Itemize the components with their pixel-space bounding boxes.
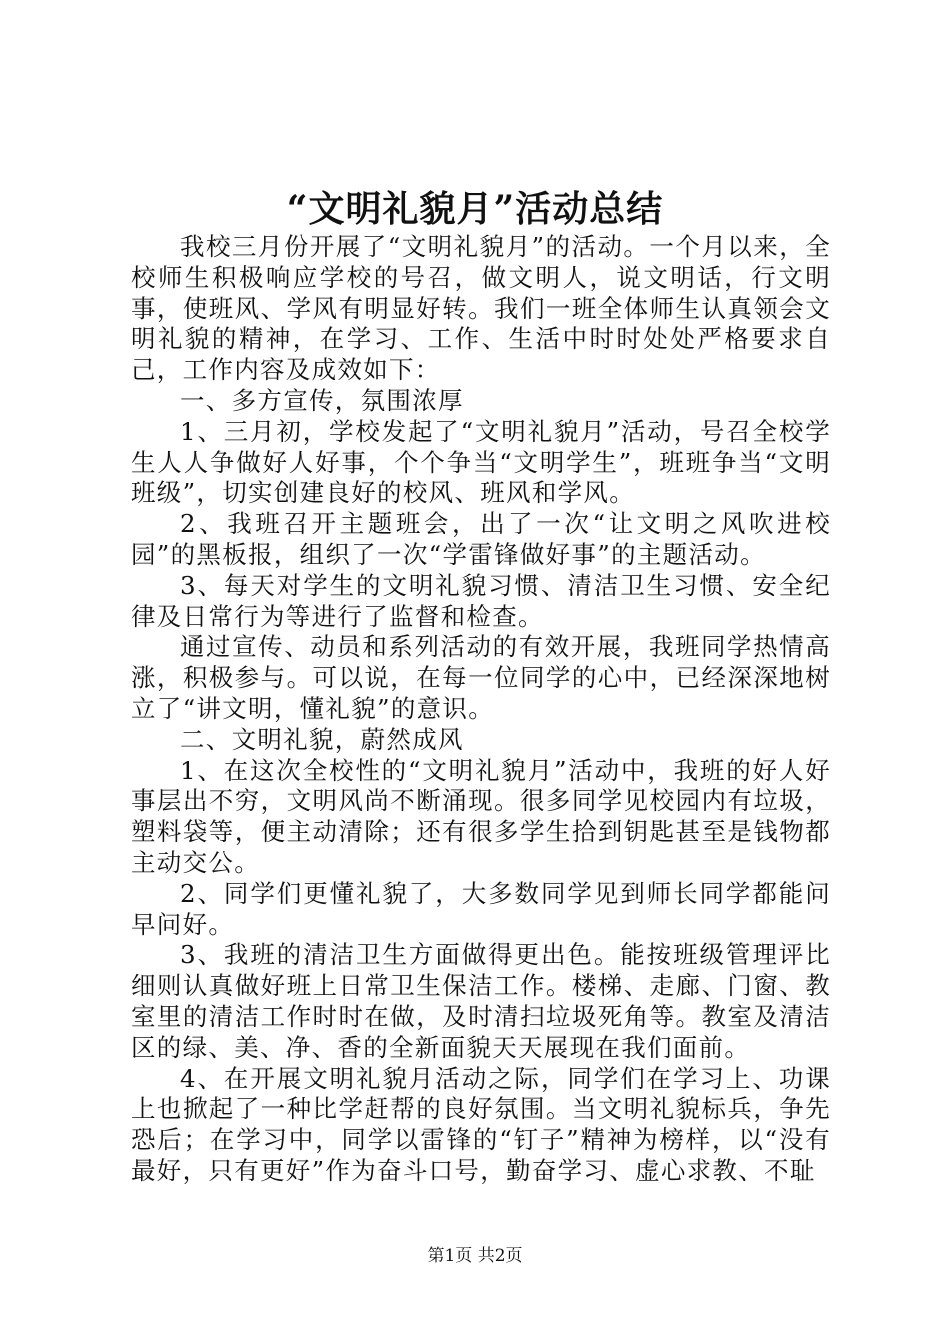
paragraph-1-3: 3、每天对学生的文明礼貌习惯、清洁卫生习惯、安全纪律及日常行为等进行了监督和检查。 (131, 570, 831, 631)
paragraph-2-2: 2、同学们更懂礼貌了，大多数同学见到师长同学都能问早问好。 (131, 878, 831, 939)
paragraph-summary-1: 通过宣传、动员和系列活动的有效开展，我班同学热情高涨，积极参与。可以说，在每一位同学的心中，已经深深地树立了“讲文明，懂礼貌”的意识。 (131, 632, 831, 723)
section-heading-1: 一、多方宣传，氛围浓厚 (180, 385, 464, 415)
paragraph-1-2: 2、我班召开主题班会，出了一次“让文明之风吹进校园”的黑板报，组织了一次“学雷锋做好事”的主题活动。 (131, 509, 831, 569)
document-body (131, 232, 831, 1187)
paragraph-intro: 我校三月份开展了“文明礼貌月”的活动。一个月以来，全校师生积极响应学校的号召，做文明人，说文明话，行文明事，使班风、学风有明显好转。我们一班全体师生认真领会文明礼貌的精神，在学习、工作、生活中时时处处严格要求自己，工作内容及成效如下： (131, 232, 831, 385)
paragraph-1-1: 1、三月初，学校发起了“文明礼貌月”活动，号召全校学生人人争做好人好事，个个争当“文明学生”，班班争当“文明班级”，切实创建良好的校风、班风和学风。 (131, 416, 831, 508)
paragraph-2-3: 3、我班的清洁卫生方面做得更出色。能按班级管理评比细则认真做好班上日常卫生保洁工作。楼梯、走廊、门窗、教室里的清洁工作时时在做，及时清扫垃圾死角等。教室及清洁区的绿、美、净、香的全新面貌天天展现在我们面前。 (131, 940, 831, 1062)
paragraph-2-1: 1、在这次全校性的“文明礼貌月”活动中，我班的好人好事层出不穷，文明风尚不断涌现。很多同学见校园内有垃圾，塑料袋等，便主动清除；还有很多学生拾到钥匙甚至是钱物都主动交公。 (131, 755, 831, 877)
section-heading-2: 二、文明礼貌，蔚然成风 (180, 724, 464, 754)
paragraph-2-4: 4、在开展文明礼貌月活动之际，同学们在学习上、功课上也掀起了一种比学赶帮的良好氛围。当文明礼貌标兵，争先恐后；在学习中，同学以雷锋的“钉子”精神为榜样，以“没有最好，只有更好”作为奋斗口号，勤奋学习、虚心求教、不耻 (131, 1063, 831, 1185)
document-title: “文明礼貌月”活动总结 (286, 188, 664, 230)
page-number-footer: 第1页 共2页 (427, 1246, 523, 1266)
